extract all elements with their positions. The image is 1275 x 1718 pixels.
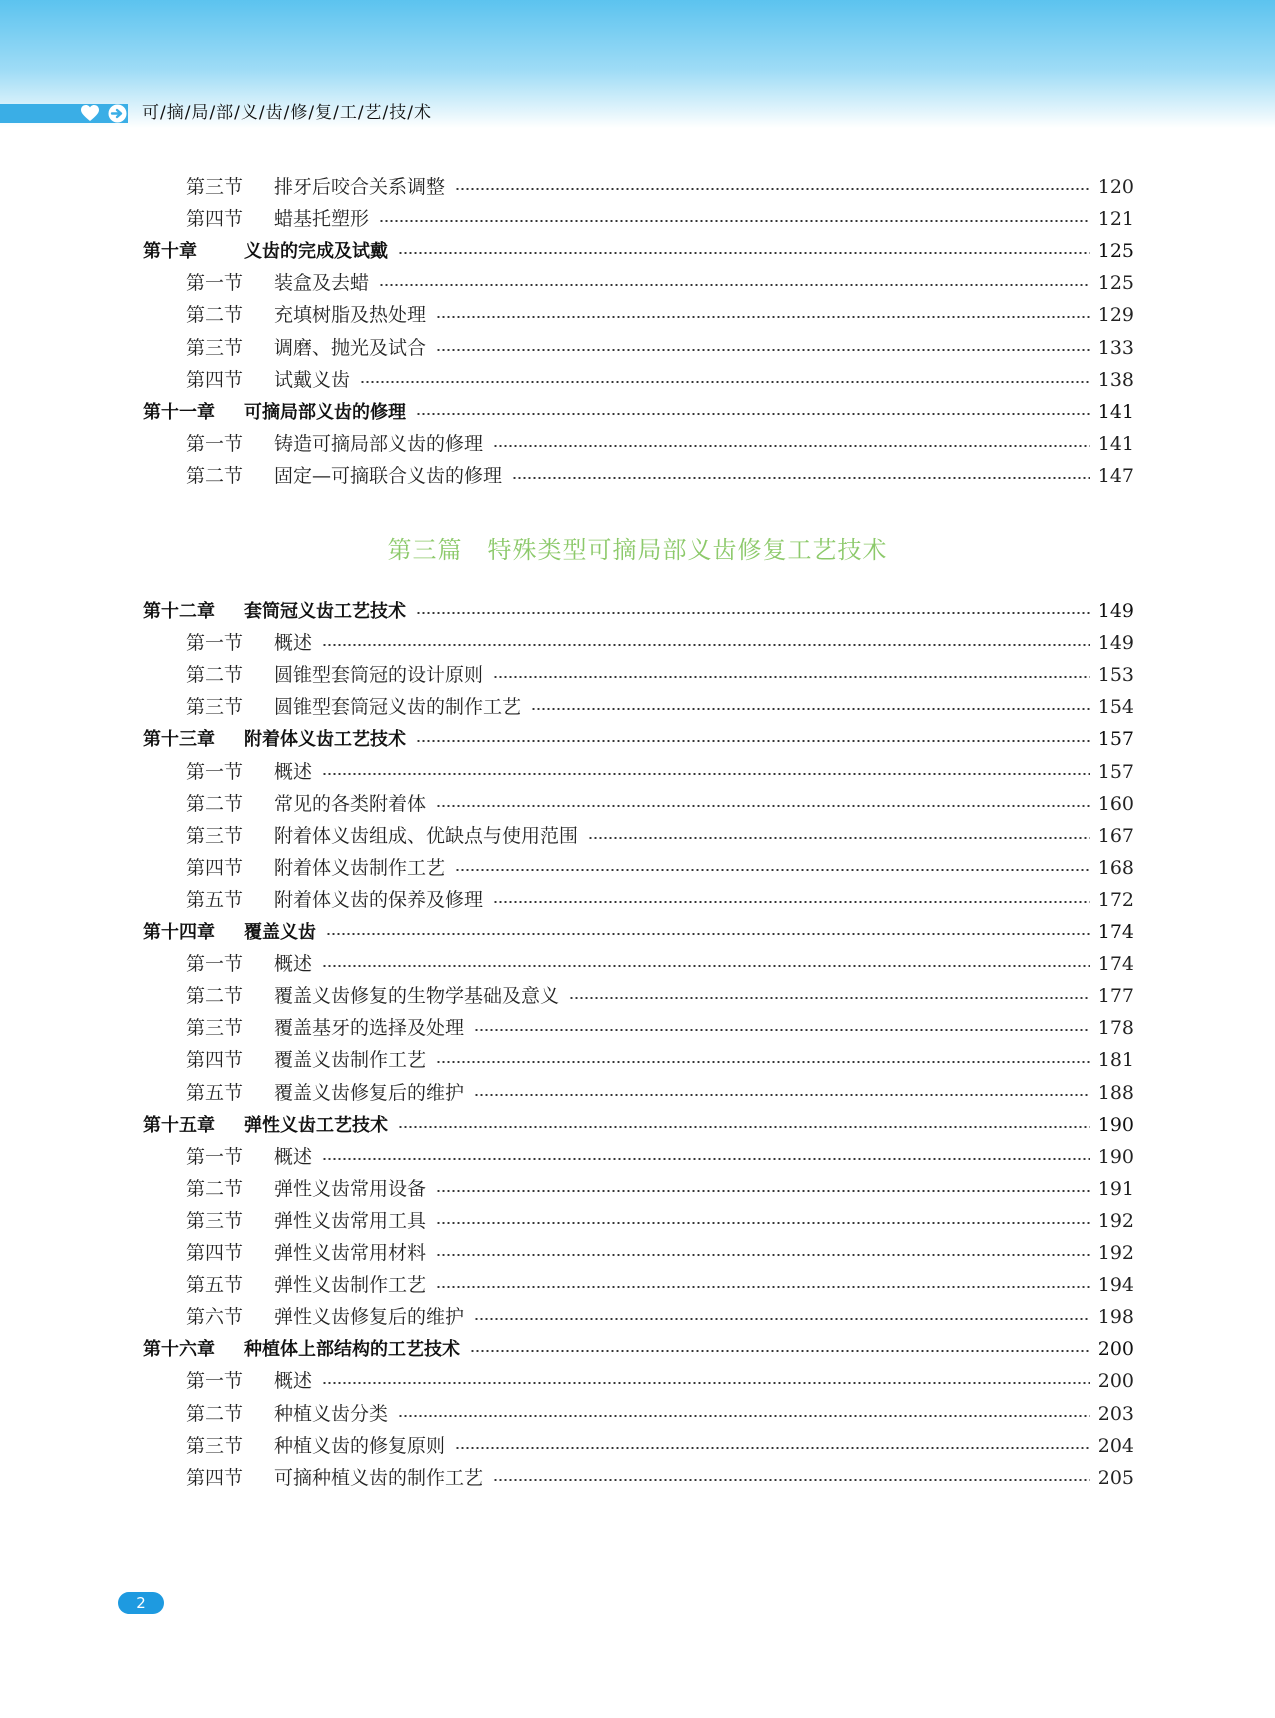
toc-entry-number: 第五节 [186, 888, 244, 911]
dot-leader [322, 1158, 1090, 1160]
toc-section-entry[interactable] [186, 365, 1134, 395]
toc-entry-number: 第一节 [186, 632, 244, 655]
toc-entry-title: 可摘种植义齿的制作工艺 [274, 1466, 484, 1489]
toc-entry-number: 第十六章 [143, 1339, 215, 1361]
toc-entry-title: 装盒及去蜡 [274, 272, 370, 295]
toc-entry-page: 200 [1097, 1370, 1134, 1393]
toc-entry-number: 第四节 [186, 1049, 244, 1072]
toc-entry-page: 121 [1097, 208, 1134, 231]
toc-entry-title: 充填树脂及热处理 [274, 304, 427, 327]
dot-leader [360, 381, 1090, 383]
toc-entry-title: 覆盖义齿制作工艺 [274, 1049, 427, 1072]
toc-section-entry[interactable] [186, 628, 1134, 658]
toc-entry-page: 205 [1097, 1466, 1134, 1489]
dot-leader [493, 445, 1090, 447]
dot-leader [436, 805, 1090, 807]
toc-entry-title: 套筒冠义齿工艺技术 [244, 601, 406, 622]
toc-entry-title: 弹性义齿工艺技术 [244, 1114, 388, 1136]
arrow-right-icon [108, 104, 127, 123]
toc-entry-number: 第四节 [186, 1242, 244, 1264]
toc-entry-number: 第四节 [186, 1466, 244, 1489]
toc-entry-page: 174 [1097, 953, 1134, 976]
toc-entry-page: 157 [1097, 728, 1134, 751]
toc-entry-number: 第十章 [143, 241, 197, 263]
toc-entry-title: 蜡基托塑形 [274, 208, 370, 231]
toc-entry-page: 174 [1097, 921, 1134, 943]
toc-entry-title: 排牙后咬合关系调整 [274, 176, 446, 198]
toc-section-entry[interactable] [186, 1078, 1134, 1108]
toc-entry-number: 第十二章 [143, 601, 215, 622]
toc-entry-title: 圆锥型套筒冠义齿的制作工艺 [274, 696, 522, 719]
dot-leader [493, 901, 1090, 903]
toc-entry-title: 附着体义齿组成、优缺点与使用范围 [274, 824, 579, 847]
toc-entry-page: 138 [1097, 368, 1134, 391]
toc-entry-title: 弹性义齿修复后的维护 [274, 1306, 465, 1329]
toc-entry-page: 198 [1097, 1306, 1134, 1329]
toc-entry-title: 试戴义齿 [274, 368, 351, 391]
toc-entry-page: 190 [1097, 1113, 1134, 1136]
toc-entry-number: 第三节 [186, 1434, 244, 1457]
part-title: 第三篇 特殊类型可摘局部义齿修复工艺技术 [387, 536, 888, 564]
toc-entry-title: 概述 [274, 1145, 313, 1168]
heart-icon [80, 104, 100, 123]
toc-entry-number: 第二节 [186, 304, 244, 327]
toc-entry-title: 固定—可摘联合义齿的修理 [274, 464, 503, 487]
toc-entry-page: 157 [1097, 760, 1134, 783]
toc-entry-number: 第三节 [186, 696, 244, 719]
toc-chapter-entry[interactable] [143, 397, 1134, 427]
toc-chapter-entry[interactable] [143, 596, 1134, 626]
toc-entry-title: 概述 [274, 953, 313, 976]
toc-chapter-entry[interactable] [143, 1110, 1134, 1140]
toc-entry-number: 第十三章 [143, 729, 215, 751]
toc-section-entry[interactable] [186, 1045, 1134, 1075]
toc-entry-number: 第十五章 [143, 1114, 215, 1136]
toc-entry-title: 种植义齿分类 [274, 1402, 389, 1425]
toc-section-entry[interactable] [186, 204, 1134, 234]
dot-leader [474, 1318, 1090, 1320]
dot-leader [455, 188, 1090, 190]
toc-entry-title: 调磨、抛光及试合 [274, 336, 427, 359]
dot-leader [379, 220, 1090, 222]
toc-entry-number: 第五节 [186, 1274, 244, 1297]
toc-entry-number: 第十一章 [143, 401, 215, 423]
toc-entry-page: 194 [1097, 1274, 1134, 1297]
toc-entry-title: 概述 [274, 1370, 313, 1393]
dot-leader [416, 612, 1090, 614]
dot-leader [436, 1222, 1090, 1224]
dot-leader [322, 965, 1090, 967]
toc-entry-number: 第十四章 [143, 922, 215, 943]
dot-leader [398, 252, 1090, 254]
toc-section-entry[interactable] [186, 981, 1134, 1011]
dot-leader [436, 1286, 1090, 1288]
toc-entry-page: 147 [1097, 464, 1134, 487]
book-title: 可/摘/局/部/义/齿/修/复/工/艺/技/术 [142, 103, 433, 123]
toc-entry-number: 第四节 [186, 856, 244, 879]
toc-chapter-entry[interactable] [143, 1334, 1134, 1364]
toc-entry-number: 第四节 [186, 208, 244, 231]
toc-entry-title: 覆盖基牙的选择及处理 [274, 1017, 465, 1040]
toc-entry-page: 191 [1097, 1177, 1134, 1200]
toc-entry-page: 141 [1097, 432, 1134, 455]
toc-entry-page: 172 [1097, 888, 1134, 911]
toc-section-entry[interactable] [186, 1013, 1134, 1043]
toc-entry-title: 附着体义齿制作工艺 [274, 856, 446, 879]
toc-chapter-entry[interactable] [143, 917, 1134, 947]
toc-entry-page: 177 [1097, 985, 1134, 1008]
dot-leader [455, 869, 1090, 871]
toc-entry-title: 概述 [274, 760, 313, 783]
toc-section-entry[interactable] [186, 172, 1134, 202]
dot-leader [436, 316, 1090, 318]
toc-entry-title: 弹性义齿常用材料 [274, 1242, 427, 1264]
toc-entry-page: 200 [1097, 1338, 1134, 1361]
dot-leader [398, 1415, 1090, 1417]
dot-leader [322, 644, 1090, 646]
toc-entry-title: 弹性义齿制作工艺 [274, 1274, 427, 1297]
toc-entry-title: 覆盖义齿修复的生物学基础及意义 [274, 985, 560, 1008]
dot-leader [416, 413, 1090, 415]
toc-entry-page: 154 [1097, 696, 1134, 719]
toc-entry-page: 192 [1097, 1242, 1134, 1264]
toc-entry-page: 149 [1097, 632, 1134, 655]
toc-section-entry[interactable] [186, 1142, 1134, 1172]
toc-entry-title: 概述 [274, 632, 313, 655]
toc-entry-page: 168 [1097, 856, 1134, 879]
toc-section-entry[interactable] [186, 660, 1134, 690]
toc-entry-page: 204 [1097, 1434, 1134, 1457]
toc-section-entry[interactable] [186, 1366, 1134, 1396]
toc-entry-page: 133 [1097, 336, 1134, 359]
dot-leader [512, 477, 1090, 479]
toc-entry-number: 第二节 [186, 664, 244, 687]
toc-entry-number: 第一节 [186, 1370, 244, 1393]
dot-leader [588, 837, 1090, 839]
toc-entry-title: 常见的各类附着体 [274, 792, 427, 815]
toc-entry-page: 153 [1097, 664, 1134, 687]
toc-entry-page: 120 [1097, 176, 1134, 198]
toc-entry-page: 125 [1097, 272, 1134, 295]
toc-section-entry[interactable] [186, 429, 1134, 459]
toc-entry-page: 141 [1097, 400, 1134, 423]
toc-section-entry[interactable] [186, 1270, 1134, 1300]
toc-entry-number: 第三节 [186, 1017, 244, 1040]
dot-leader [455, 1447, 1090, 1449]
toc-section-entry[interactable] [186, 885, 1134, 915]
toc-section-entry[interactable] [186, 789, 1134, 819]
toc-section-entry[interactable] [186, 461, 1134, 491]
toc-entry-title: 义齿的完成及试戴 [244, 241, 388, 263]
toc-section-entry[interactable] [186, 333, 1134, 363]
toc-section-entry[interactable] [186, 1174, 1134, 1204]
toc-chapter-entry[interactable] [143, 724, 1134, 754]
toc-entry-page: 192 [1097, 1209, 1134, 1232]
toc-section-entry[interactable] [186, 949, 1134, 979]
toc-section-entry[interactable] [186, 1431, 1134, 1461]
toc-entry-page: 125 [1097, 240, 1134, 263]
toc-section-entry[interactable] [186, 757, 1134, 787]
toc-entry-number: 第一节 [186, 1145, 244, 1168]
dot-leader [398, 1126, 1090, 1128]
dot-leader [416, 740, 1090, 742]
toc-entry-page: 181 [1097, 1049, 1134, 1072]
toc-entry-number: 第三节 [186, 176, 244, 198]
toc-section-entry[interactable] [186, 1206, 1134, 1236]
toc-entry-page: 190 [1097, 1145, 1134, 1168]
toc-entry-title: 弹性义齿常用工具 [274, 1209, 427, 1232]
dot-leader [474, 1094, 1090, 1096]
toc-entry-page: 178 [1097, 1017, 1134, 1040]
toc-entry-number: 第一节 [186, 432, 244, 455]
dot-leader [470, 1350, 1090, 1352]
toc-entry-number: 第一节 [186, 760, 244, 783]
dot-leader [322, 773, 1090, 775]
toc-section-entry[interactable] [186, 268, 1134, 298]
toc-entry-number: 第二节 [186, 1177, 244, 1200]
dot-leader [326, 933, 1090, 935]
toc-entry-title: 种植义齿的修复原则 [274, 1434, 446, 1457]
toc-entry-page: 160 [1097, 792, 1134, 815]
toc-entry-page: 188 [1097, 1081, 1134, 1104]
dot-leader [493, 676, 1090, 678]
toc-entry-title: 可摘局部义齿的修理 [244, 401, 406, 423]
toc-entry-title: 覆盖义齿 [244, 922, 316, 943]
toc-entry-page: 203 [1097, 1402, 1134, 1425]
toc-entry-number: 第二节 [186, 985, 244, 1008]
toc-entry-number: 第四节 [186, 368, 244, 391]
dot-leader [474, 1029, 1090, 1031]
toc-entry-number: 第二节 [186, 1402, 244, 1425]
toc-entry-title: 弹性义齿常用设备 [274, 1177, 427, 1200]
toc-entry-number: 第三节 [186, 824, 244, 847]
toc-entry-number: 第五节 [186, 1081, 244, 1104]
dot-leader [493, 1479, 1090, 1481]
toc-entry-page: 149 [1097, 600, 1134, 622]
toc-section-entry[interactable] [186, 853, 1134, 883]
dot-leader [531, 708, 1090, 710]
toc-entry-title: 附着体义齿的保养及修理 [274, 888, 484, 911]
toc-section-entry[interactable] [186, 300, 1134, 330]
dot-leader [436, 1254, 1090, 1256]
toc-section-entry[interactable] [186, 1238, 1134, 1268]
toc-section-entry[interactable] [186, 1463, 1134, 1493]
toc-entry-title: 种植体上部结构的工艺技术 [244, 1339, 460, 1361]
toc-entry-title: 圆锥型套筒冠的设计原则 [274, 664, 484, 687]
toc-section-entry[interactable] [186, 821, 1134, 851]
toc-entry-title: 铸造可摘局部义齿的修理 [274, 432, 484, 455]
toc-entry-title: 覆盖义齿修复后的维护 [274, 1081, 465, 1104]
toc-section-entry[interactable] [186, 1399, 1134, 1429]
toc-entry-number: 第六节 [186, 1306, 244, 1329]
toc-entry-page: 167 [1097, 824, 1134, 847]
toc-entry-number: 第三节 [186, 1209, 244, 1232]
dot-leader [569, 997, 1090, 999]
dot-leader [379, 284, 1090, 286]
toc-entry-page: 129 [1097, 304, 1134, 327]
dot-leader [322, 1382, 1090, 1384]
toc-section-entry[interactable] [186, 1302, 1134, 1332]
dot-leader [436, 1190, 1090, 1192]
toc-chapter-entry[interactable] [143, 236, 1134, 266]
toc-entry-number: 第一节 [186, 272, 244, 295]
page-number-badge: 2 [118, 1592, 164, 1614]
dot-leader [436, 1061, 1090, 1063]
toc-entry-number: 第二节 [186, 792, 244, 815]
toc-entry-number: 第二节 [186, 464, 244, 487]
toc-entry-title: 附着体义齿工艺技术 [244, 729, 406, 751]
toc-section-entry[interactable] [186, 692, 1134, 722]
dot-leader [436, 349, 1090, 351]
toc-entry-number: 第三节 [186, 336, 244, 359]
toc-entry-number: 第一节 [186, 953, 244, 976]
